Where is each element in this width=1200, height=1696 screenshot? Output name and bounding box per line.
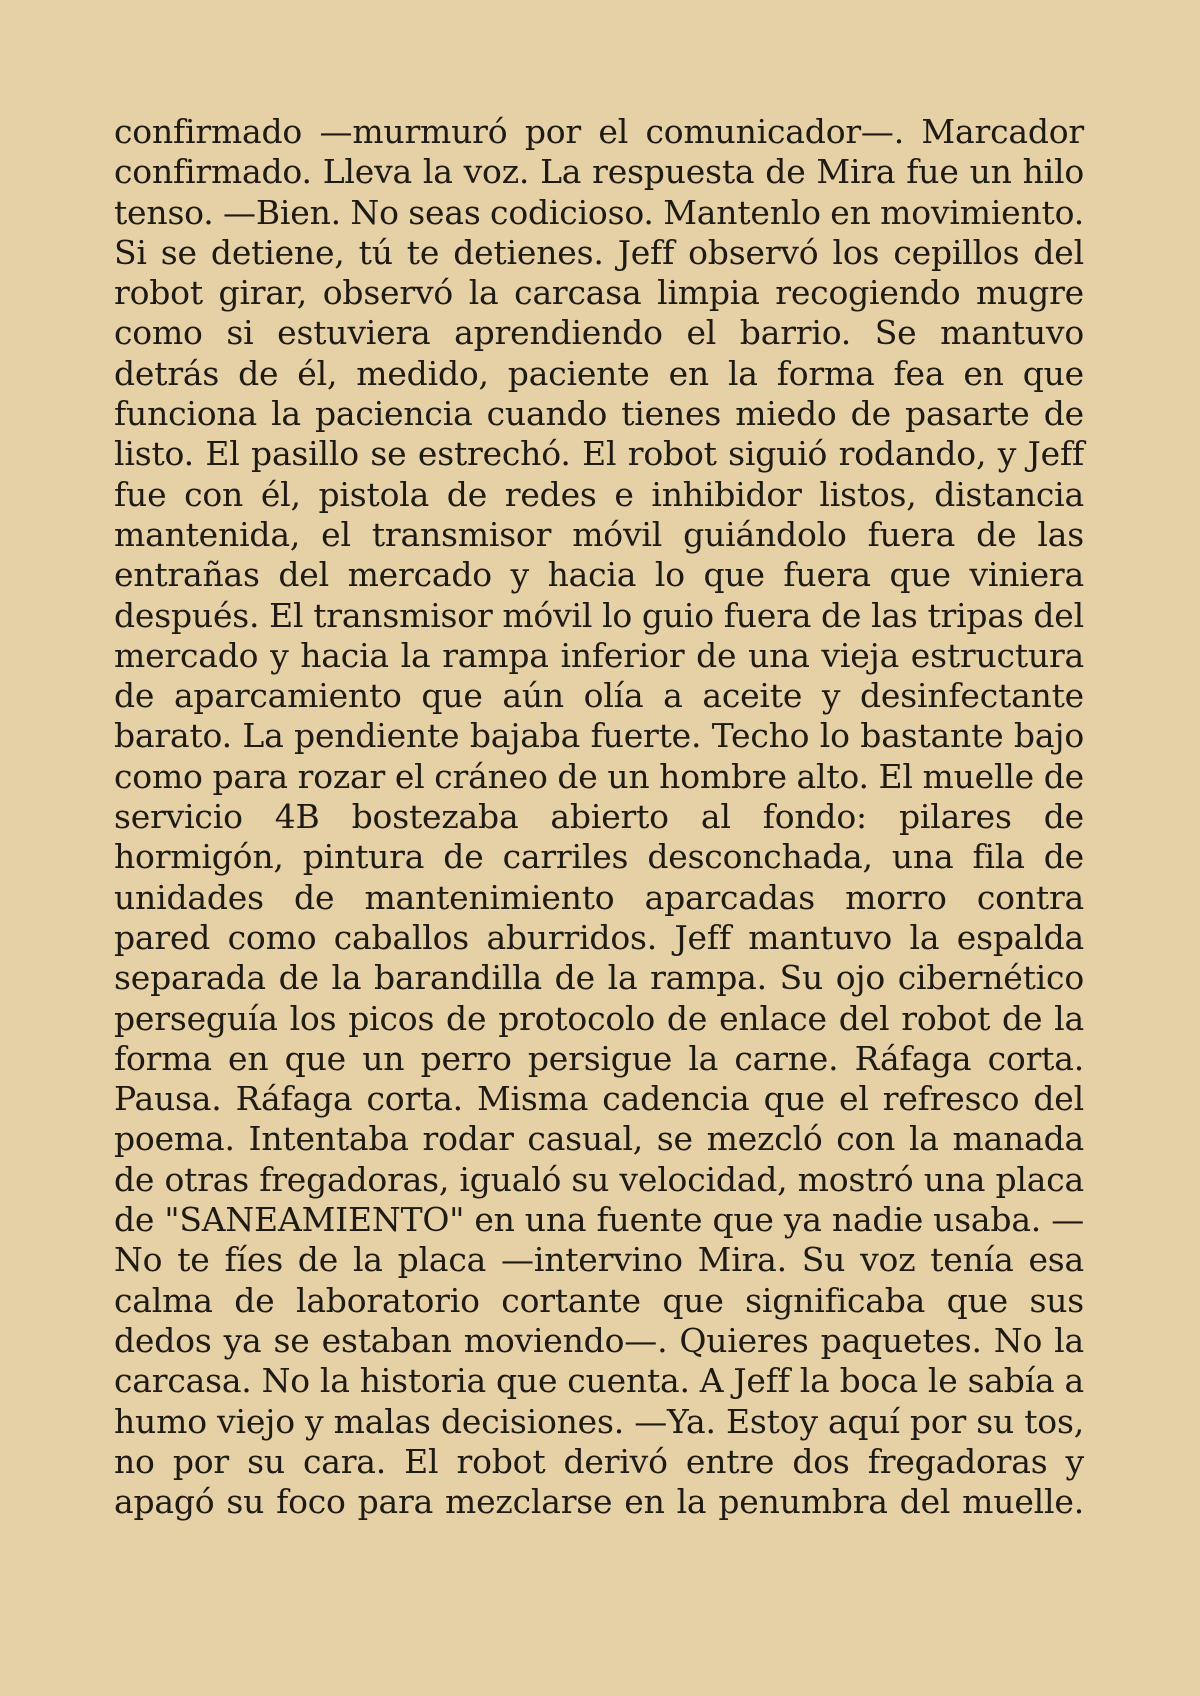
book-page	[114, 112, 1084, 1592]
body-paragraph: confirmado —murmuró por el comunicador—. Marcador confirmado. Lleva la voz. La respuesta de Mira fue un hilo tenso. —Bien. No seas codicioso. Mantenlo en movimiento. Si se detiene, tú te detienes. Jeff observó los cepillos del robot girar, observó la carcasa limpia recogiendo mugre como si estuviera aprendiendo el barrio. Se mantuvo detrás de él, medido, paciente en la forma fea en que funciona la paciencia cuando tienes miedo de pasarte de listo. El pasillo se estrechó. El robot siguió rodando, y Jeff fue con él, pistola de redes e inhibidor listos, distancia mantenida, el transmisor móvil guiándolo fuera de las entrañas del mercado y hacia lo que fuera que viniera después. El transmisor móvil lo guio fuera de las tripas del mercado y hacia la rampa inferior de una vieja estructura de aparcamiento que aún olía a aceite y desinfectante barato. La pendiente bajaba fuerte. Techo lo bastante bajo como para rozar el cráneo de un hombre alto. El muelle de servicio 4B bostezaba abierto al fondo: pilares de hormigón, pintura de carriles desconchada, una fila de unidades de mantenimiento aparcadas morro contra pared como caballos aburridos. Jeff mantuvo la espalda separada de la barandilla de la rampa. Su ojo cibernético perseguía los picos de protocolo de enlace del robot de la forma en que un perro persigue la carne. Ráfaga corta. Pausa. Ráfaga corta. Misma cadencia que el refresco del poema. Intentaba rodar casual, se mezcló con la manada de otras fregadoras, igualó su velocidad, mostró una placa de "SANEAMIENTO" en una fuente que ya nadie usaba. —No te fíes de la placa —intervino Mira. Su voz tenía esa calma de laboratorio cortante que significaba que sus dedos ya se estaban moviendo—. Quieres paquetes. No la carcasa. No la historia que cuenta. A Jeff la boca le sabía a humo viejo y malas decisiones. —Ya. Estoy aquí por su tos, no por su cara. El robot derivó entre dos fregadoras y apagó su foco para mezclarse en la penumbra del muelle.	[114, 112, 1084, 1522]
